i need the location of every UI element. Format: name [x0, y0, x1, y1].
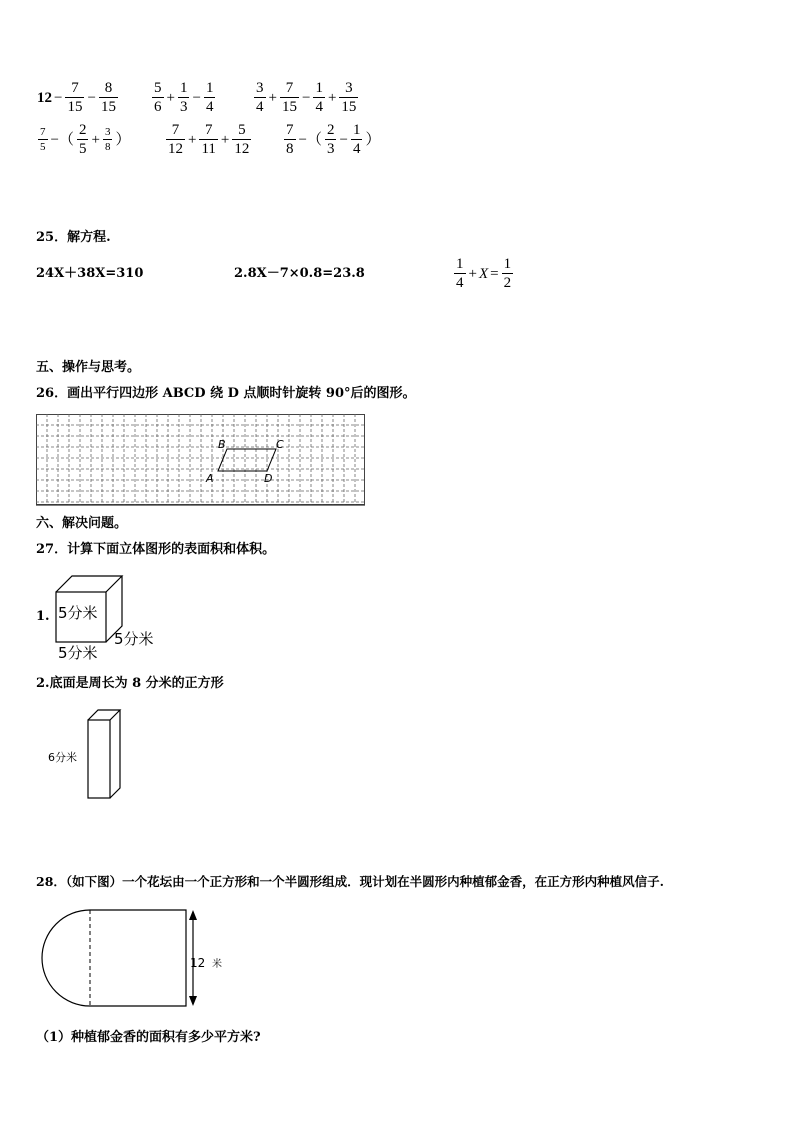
fraction: $\frac{2}{3}$	[326, 122, 335, 157]
cube-front-label: 5分米	[58, 604, 98, 622]
plus-sign: +	[268, 89, 277, 106]
expression-row2-1	[36, 122, 131, 157]
item-1-label: 1.	[36, 609, 50, 624]
fraction: $\frac{7}{15}$	[67, 80, 83, 115]
fraction: $\frac{1}{4}$	[456, 256, 464, 291]
plus-sign: +	[468, 265, 477, 282]
fraction: $\frac{8}{15}$	[100, 80, 116, 115]
fraction: $\frac{5}{6}$	[154, 80, 162, 115]
minus-paren: −（	[50, 131, 74, 148]
question-28-sub-1: （1）种植郁金香的面积有多少平方米?	[36, 1030, 261, 1045]
fraction: $\frac{7}{11}$	[201, 122, 216, 157]
fraction: $\frac{1}{3}$	[179, 80, 188, 115]
dimension-unit: 米	[212, 959, 222, 970]
prism-figure	[46, 706, 136, 802]
minus-paren: −（	[298, 131, 322, 148]
cube-side-label: 5分米	[114, 630, 154, 648]
question-25-title: 25．解方程.	[36, 230, 111, 245]
fraction: $\frac{7}{15}$	[281, 80, 297, 115]
question-26-title: 26．画出平行四边形 ABCD 绕 D 点顺时针旋转 90°后的图形。	[36, 386, 416, 401]
vertex-label-c: C	[276, 438, 284, 451]
fraction: $\frac{3}{8}$	[104, 126, 111, 153]
plus-sign: +	[327, 89, 337, 106]
fraction: $\frac{7}{5}$	[40, 126, 46, 153]
arrow-down-icon	[189, 996, 197, 1006]
expression-row1-2	[150, 80, 217, 115]
close-paren: ）	[365, 131, 381, 148]
variable-x: X	[478, 265, 489, 282]
cube-figure	[50, 570, 170, 662]
minus-sign: −	[301, 89, 311, 106]
prism-front-face	[88, 720, 110, 798]
equation-1: 24X＋38X=310	[36, 266, 144, 281]
fraction: $\frac{1}{4}$	[315, 80, 323, 115]
grid-dashed-lines	[36, 414, 365, 505]
item-2-text: 2.底面是周长为 8 分米的正方形	[36, 676, 224, 691]
expression-row1-1	[36, 80, 120, 115]
fraction: $\frac{3}{15}$	[341, 80, 357, 115]
fraction: $\frac{1}{2}$	[503, 256, 512, 291]
fraction: $\frac{1}{4}$	[205, 80, 214, 115]
minus-sign: −	[54, 89, 63, 106]
minus-sign: −	[192, 89, 201, 106]
equation-3	[452, 256, 515, 291]
whole-number: 12	[37, 89, 52, 106]
section-6-heading: 六、解决问题。	[36, 516, 128, 531]
section-5-heading: 五、操作与思考。	[36, 360, 141, 375]
grid-border	[37, 415, 365, 505]
fraction: $\frac{5}{12}$	[234, 122, 250, 157]
minus-sign: −	[87, 89, 96, 106]
prism-side-face	[110, 710, 120, 798]
grid-figure	[36, 414, 368, 508]
prism-top-face	[88, 710, 120, 720]
plus-sign: +	[220, 131, 230, 148]
arrow-up-icon	[189, 910, 197, 920]
cube-bottom-label: 5分米	[58, 644, 98, 662]
question-28-title: 28．（如下图）一个花坛由一个正方形和一个半圆形组成．现计划在半圆形内种植郁金香，在正方形内种植风信子.	[36, 874, 664, 889]
minus-sign: −	[339, 131, 348, 148]
expression-row2-2	[164, 122, 253, 157]
vertex-label-d: D	[264, 472, 273, 485]
fraction: $\frac{7}{12}$	[168, 122, 183, 157]
expression-row1-3	[252, 80, 360, 115]
flowerbed-figure	[36, 906, 246, 1012]
flowerbed-outline	[42, 910, 186, 1006]
equals-sign: =	[490, 265, 499, 282]
fraction: $\frac{7}{8}$	[286, 122, 294, 157]
fraction: $\frac{2}{5}$	[78, 122, 87, 157]
plus-sign: +	[91, 131, 100, 148]
fraction: $\frac{3}{4}$	[256, 80, 264, 115]
prism-height-label: 6分米	[48, 751, 77, 764]
equation-2: 2.8X－7×0.8=23.8	[234, 266, 365, 281]
cube-top-face	[56, 576, 122, 592]
dimension-value: 12	[190, 956, 206, 970]
fraction: $\frac{1}{4}$	[352, 122, 361, 157]
expression-row2-3	[282, 122, 381, 157]
vertex-label-b: B	[218, 438, 226, 451]
plus-sign: +	[166, 89, 175, 106]
close-paren: ）	[115, 131, 131, 148]
question-27-title: 27．计算下面立体图形的表面积和体积。	[36, 542, 276, 557]
vertex-label-a: A	[206, 472, 214, 485]
plus-sign: +	[188, 131, 197, 148]
